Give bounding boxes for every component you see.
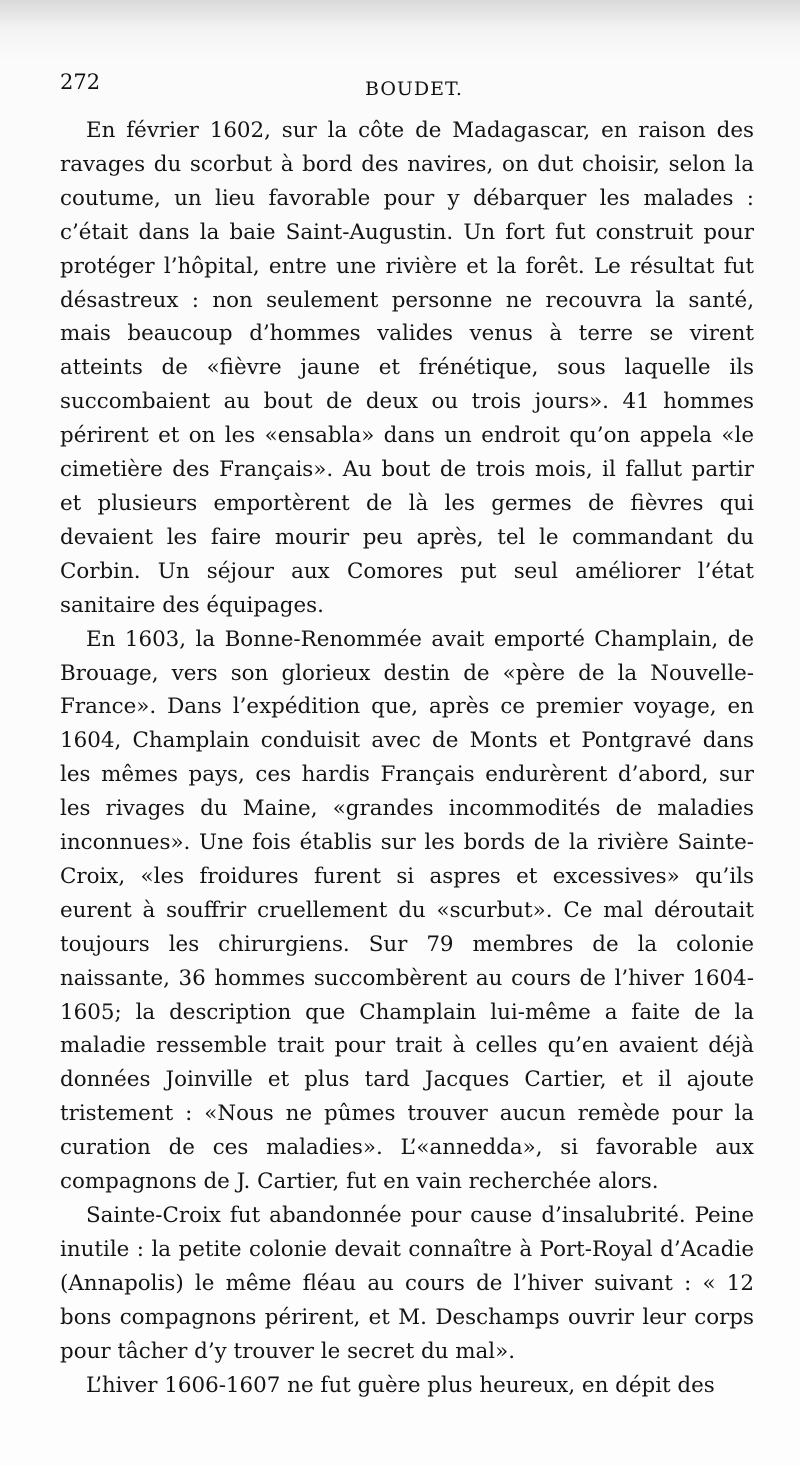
page-number: 272 — [60, 70, 101, 94]
running-head: BOUDET. — [365, 78, 463, 100]
paragraph: L’hiver 1606-1607 ne fut guère plus heureux, en dépit des — [86, 1372, 715, 1398]
page-header — [60, 66, 754, 106]
paragraph: Sainte-Croix fut abandonnée pour cause d’insalubrité. Peine inutile : la petite colonie devait connaître à Port-Royal d’Acadie (Annapolis) le même fléau au cours de l’hiver suivant : « 12 bons compagnons périrent, et M. Deschamps ouvrir leur corps pour tâcher d’y trouver le secret du mal». — [60, 1203, 754, 1364]
paragraph: En 1603, la Bonne-Renommée avait emporté Champlain, de Brouage, vers son glorieux destin de «père de la Nouvelle-France». Dans l’expédition que, après ce premier voyage, en 1604, Champlain conduisit avec de Monts et Pontgravé dans les mêmes pays, ces hardis Français endurèrent d’abord, sur les rivages du Maine, «grandes incommodités de maladies inconnues». Une fois établis sur les bords de la rivière Sainte-Croix, «les froidures furent si aspres et excessives» qu’ils eurent à souffrir cruellement du «scurbut». Ce mal déroutait toujours les chirurgiens. Sur 79 membres de la colonie naissante, 36 hommes succombèrent au cours de l’hiver 1604-1605; la description que Champlain lui-même a faite de la maladie ressemble trait pour trait à celles qu’en avaient déjà données Joinville et plus tard Jacques Cartier, et il ajoute tristement : «Nous ne pûmes trouver aucun remède pour la curation de ces maladies». L’«annedda», si favorable aux compagnons de J. Cartier, fut en vain recherchée alors. — [60, 626, 754, 1195]
paragraph: En février 1602, sur la côte de Madagascar, en raison des ravages du scorbut à bord des navires, on dut choisir, selon la coutume, un lieu favorable pour y débarquer les malades : c’était dans la baie Saint-Augustin. Un fort fut construit pour protéger l’hôpital, entre une rivière et la forêt. Le résultat fut désastreux : non seulement personne ne recouvra la santé, mais beaucoup d’hommes valides venus à terre se virent atteints de «fièvre jaune et frénétique, sous laquelle ils succombaient au bout de deux ou trois jours». 41 hommes périrent et on les «ensabla» dans un endroit qu’on appela «le cimetière des Français». Au bout de trois mois, il fallut partir et plusieurs emportèrent de là les germes de fièvres qui devaient les faire mourir peu après, tel le commandant du Corbin. Un séjour aux Comores put seul améliorer l’état sanitaire des équipages. — [60, 118, 754, 618]
body-text — [60, 114, 754, 1402]
